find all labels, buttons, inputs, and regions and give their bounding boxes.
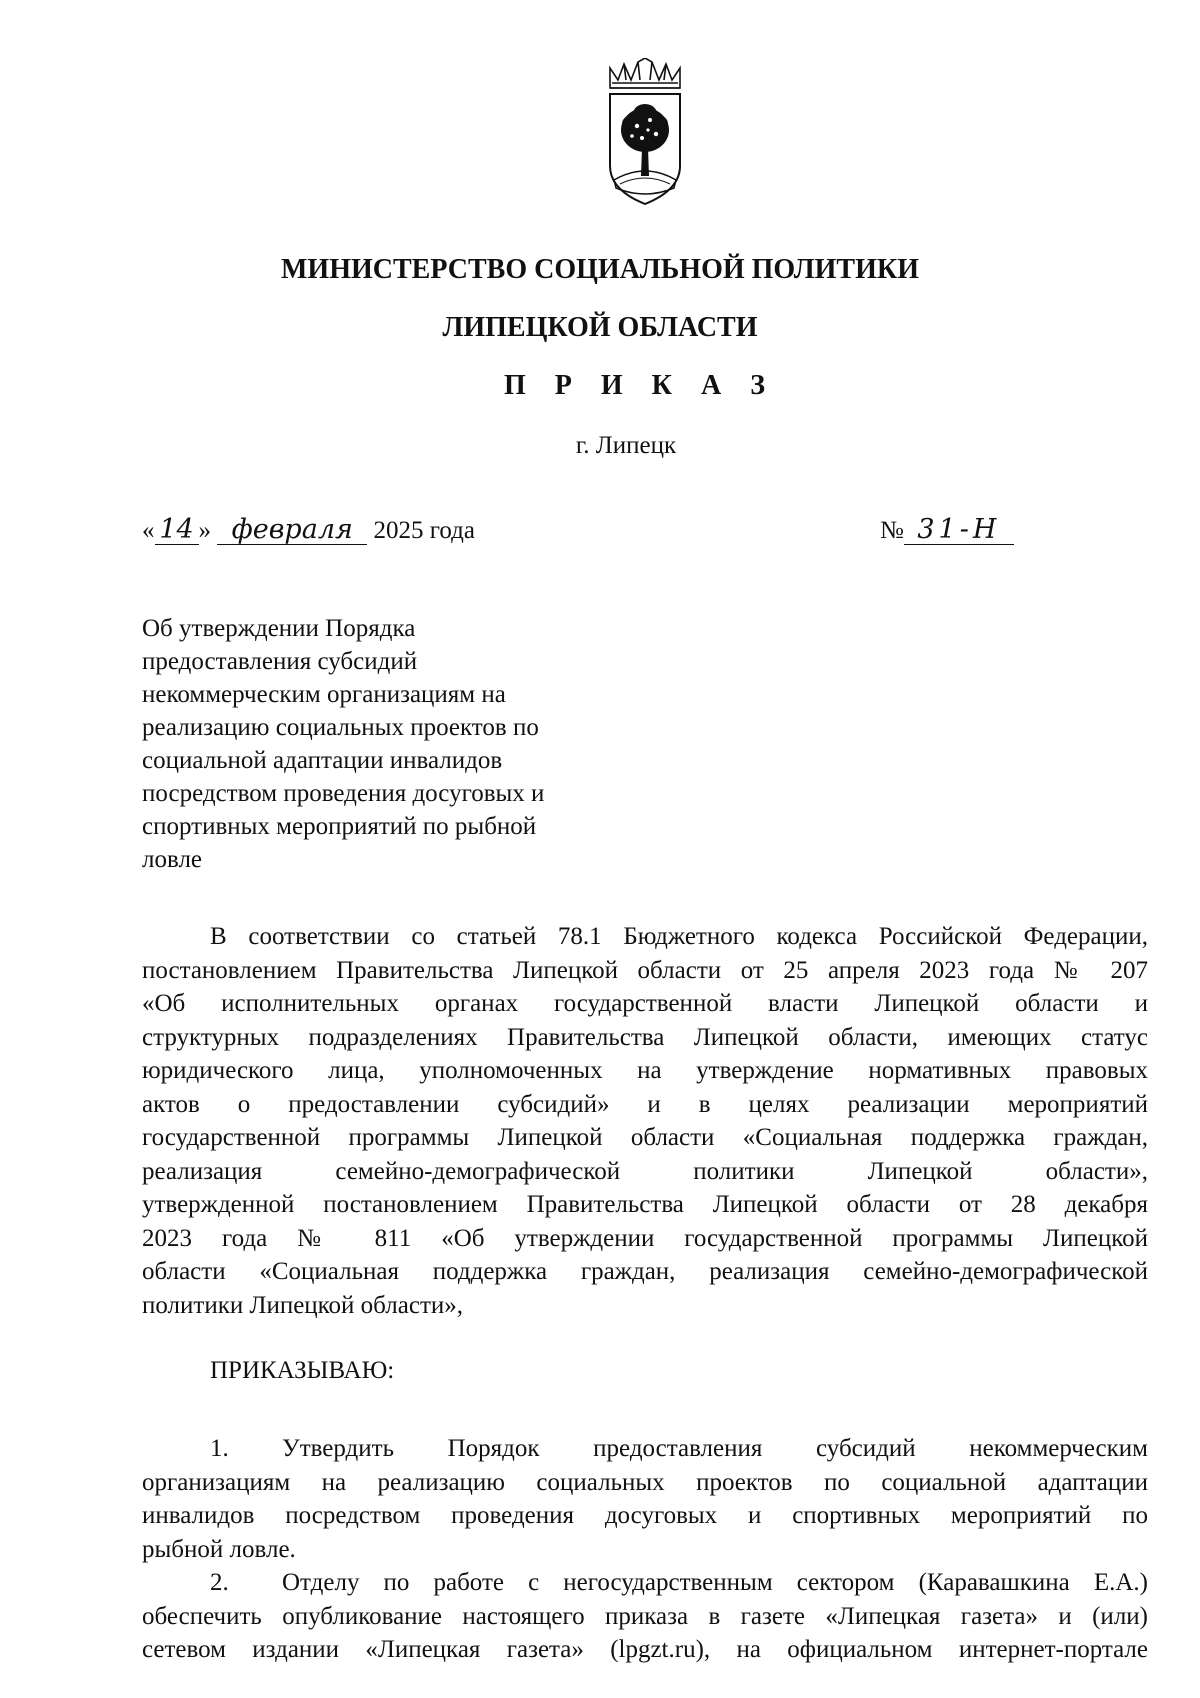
- ministry-title-line2: ЛИПЕЦКОЙ ОБЛАСТИ: [442, 312, 758, 343]
- item-line: Утвердить Порядок предоставления субсидий некоммерческим: [282, 1435, 1148, 1462]
- ministry-title-line1: МИНИСТЕРСТВО СОЦИАЛЬНОЙ ПОЛИТИКИ: [281, 254, 919, 285]
- preamble-line: государственной программы Липецкой области «Социальная поддержка граждан,: [142, 1124, 1148, 1151]
- preamble-paragraph: [142, 920, 1148, 1322]
- subject-line: Об утверждении Порядка: [142, 615, 416, 642]
- subject-line: некоммерческим организациям на: [142, 681, 506, 708]
- item-line: сетевом издании «Липецкая газета» (lpgzt.ru), на официальном интернет-портале: [142, 1636, 1148, 1663]
- city: г. Липецк: [575, 432, 677, 459]
- order-item-2: [142, 1566, 1148, 1667]
- item-line: рыбной ловле.: [142, 1535, 296, 1563]
- item-line: инвалидов посредством проведения досуговых и спортивных мероприятий по: [142, 1502, 1148, 1529]
- item-first-line: [142, 1432, 1148, 1466]
- item-line: Отделу по работе с негосударственным сектором (Каравашкина Е.А.): [282, 1569, 1148, 1596]
- preamble-line: 2023 года № 811 «Об утверждении государственной программы Липецкой: [142, 1224, 1148, 1252]
- number-prefix: №: [880, 517, 904, 544]
- date-open-quote: «: [142, 517, 155, 544]
- order-item-1: [142, 1432, 1148, 1566]
- subject-line: социальной адаптации инвалидов: [142, 747, 503, 774]
- date-year: 2025 года: [373, 517, 475, 544]
- subject-line: предоставления субсидий: [142, 648, 418, 675]
- preamble-line: структурных подразделениях Правительства Липецкой области, имеющих статус: [142, 1023, 1148, 1051]
- subject-line: спортивных мероприятий по рыбной: [142, 813, 537, 840]
- subject-line: ловле: [142, 846, 203, 873]
- coat-of-arms-emblem: [604, 58, 686, 208]
- date-day: 14: [155, 516, 199, 545]
- item-number: 2.: [210, 1569, 229, 1596]
- item-line: организациям на реализацию социальных проектов по социальной адаптации: [142, 1468, 1148, 1496]
- document-type: П Р И К А З: [504, 370, 776, 401]
- document-number: [880, 516, 1014, 545]
- preamble-line: постановлением Правительства Липецкой области от 25 апреля 2023 года № 207: [142, 956, 1148, 984]
- preamble-line: области «Социальная поддержка граждан, реализация семейно-демографической: [142, 1258, 1148, 1285]
- order-word: ПРИКАЗЫВАЮ:: [210, 1357, 395, 1384]
- preamble-line: политики Липецкой области»,: [142, 1291, 463, 1319]
- preamble-line: «Об исполнительных органах государственной власти Липецкой области и: [142, 990, 1148, 1017]
- date-close-quote: »: [198, 517, 211, 544]
- item-first-line: [142, 1566, 1148, 1600]
- preamble-line: актов о предоставлении субсидий» и в целях реализации мероприятий: [142, 1090, 1148, 1118]
- order-subject: [142, 612, 622, 876]
- date-month: февраля: [217, 516, 367, 545]
- preamble-line: реализация семейно-демографической политики Липецкой области»,: [142, 1157, 1148, 1185]
- preamble-line: юридического лица, уполномоченных на утверждение нормативных правовых: [142, 1057, 1148, 1084]
- number-value: 31-Н: [904, 516, 1014, 545]
- document-date: [142, 516, 475, 545]
- preamble-line: утвержденной постановлением Правительства Липецкой области от 28 декабря: [142, 1191, 1148, 1218]
- item-line: обеспечить опубликование настоящего приказа в газете «Липецкая газета» и (или): [142, 1602, 1148, 1630]
- subject-line: реализацию социальных проектов по: [142, 714, 539, 741]
- item-number: 1.: [210, 1435, 229, 1462]
- subject-line: посредством проведения досуговых и: [142, 780, 545, 807]
- preamble-line: В соответствии со статьей 78.1 Бюджетного кодекса Российской Федерации,: [210, 923, 1148, 950]
